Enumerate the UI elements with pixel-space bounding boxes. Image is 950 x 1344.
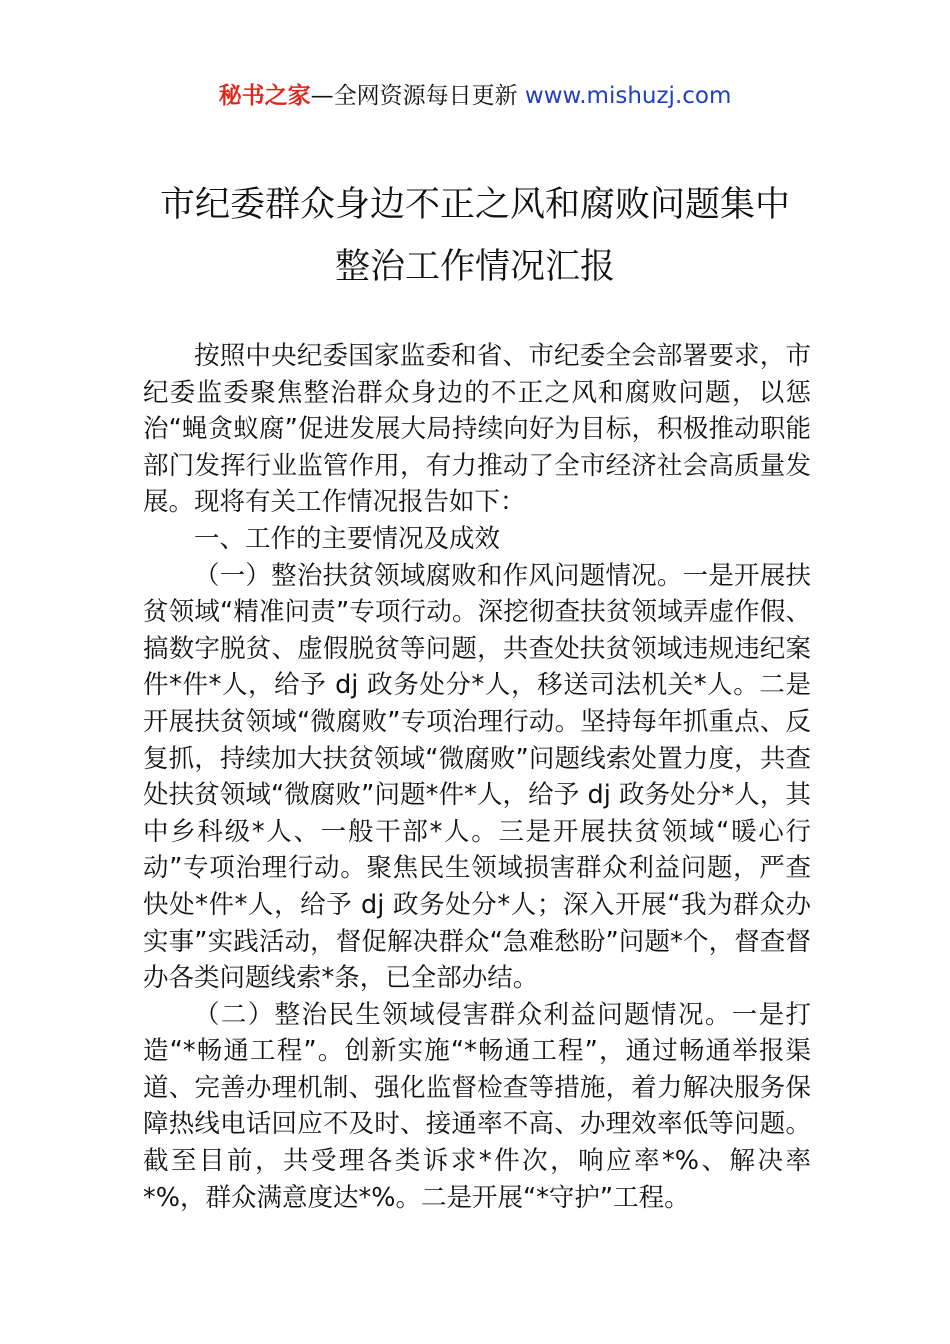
header-tagline: —全网资源每日更新 <box>310 83 525 109</box>
site-header <box>0 80 950 112</box>
paragraph-poverty-alleviation: （一）整治扶贫领域腐败和作风问题情况。一是开展扶贫领域“精准问责”专项行动。深挖彻查扶贫领域弄虚作假、搞数字脱贫、虚假脱贫等问题，共查处扶贫领域违规违纪案件*件*人，给予 dj 政务处分*人，移送司法机关*人。二是开展扶贫领域“微腐败”专项治理行动。坚持每年抓重点、反复抓，持续加大扶贫领域“微腐败”问题线索处置力度，共查处扶贫领域“微腐败”问题*件*人，给予 dj 政务处分*人，其中乡科级*人、一般干部*人。三是开展扶贫领域“暖心行动”专项治理行动。聚焦民生领域损害群众利益问题，严查快处*件*人，给予 dj 政务处分*人；深入开展“我为群众办实事”实践活动，督促解决群众“急难愁盼”问题*个，督查督办各类问题线索*条，已全部办结。 <box>143 560 811 994</box>
brand-name: 秘书之家 <box>218 83 311 109</box>
section-heading-1: 一、工作的主要情况及成效 <box>194 523 501 554</box>
paragraph-intro: 按照中央纪委国家监委和省、市纪委全会部署要求，市纪委监委聚焦整治群众身边的不正之风和腐败问题，以惩治“蝇贪蚁腐”促进发展大局持续向好为目标，积极推动职能部门发挥行业监管作用，有力推动了全市经济社会高质量发展。现将有关工作情况报告如下： <box>143 341 811 518</box>
document-title <box>0 174 950 298</box>
title-line-2: 整治工作情况汇报 <box>334 247 615 287</box>
document-body <box>143 338 811 1216</box>
site-url[interactable]: www.mishuzj.com <box>524 83 732 109</box>
title-line-1: 市纪委群众身边不正之风和腐败问题集中 <box>159 185 790 225</box>
paragraph-livelihood: （二）整治民生领域侵害群众利益问题情况。一是打造“*畅通工程”。创新实施“*畅通工程”，通过畅通举报渠道、完善办理机制、强化监督检查等措施，着力解决服务保障热线电话回应不及时、接通率不高、办理效率低等问题。截至目前，共受理各类诉求*件次，响应率*%、解决率*%，群众满意度达*%。二是开展“*守护”工程。 <box>143 999 811 1213</box>
